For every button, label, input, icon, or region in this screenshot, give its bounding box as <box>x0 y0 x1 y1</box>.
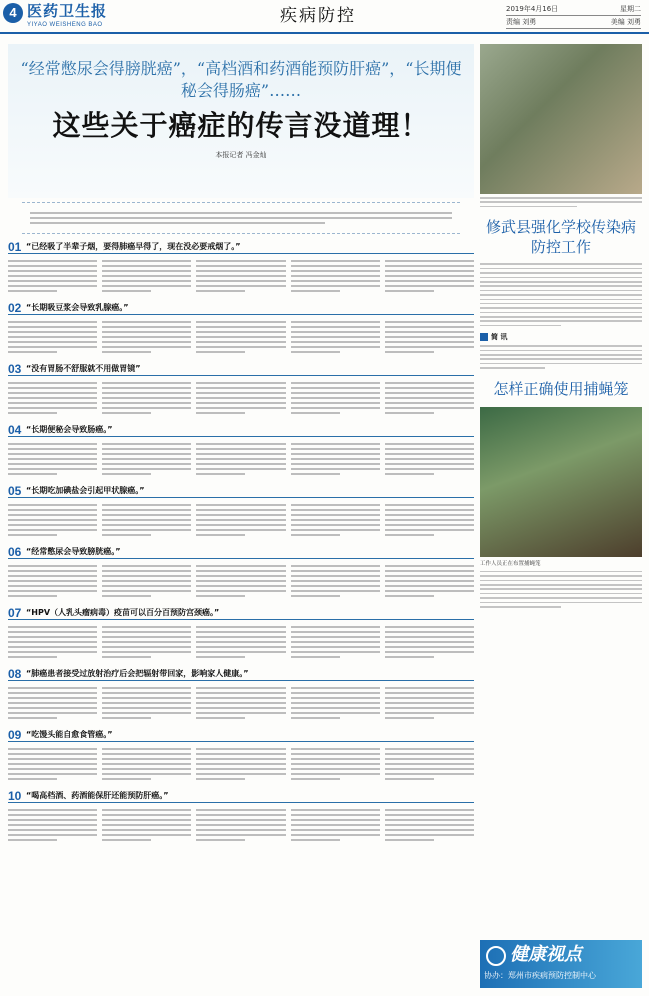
logo-mark-icon <box>486 946 506 966</box>
brief-icon <box>480 333 488 341</box>
lead-section <box>8 606 474 661</box>
section-number: 03 <box>8 361 22 376</box>
section-number: 09 <box>8 727 22 742</box>
section-body <box>8 684 474 722</box>
photo-community <box>480 44 642 194</box>
logo-sub-text: 协办：郑州市疾病预防控制中心 <box>484 971 596 980</box>
lead-section <box>8 301 474 356</box>
section-number: 10 <box>8 788 22 803</box>
section-body <box>8 257 474 295</box>
section-body <box>8 806 474 844</box>
section-heading <box>8 606 474 620</box>
section-body <box>8 501 474 539</box>
section-number: 07 <box>8 605 22 620</box>
section-heading <box>8 362 474 376</box>
section-title: 疾病防控 <box>280 6 356 26</box>
section-body <box>8 562 474 600</box>
lead-section <box>8 423 474 478</box>
weekday: 星期二 <box>620 5 641 13</box>
section-title-text: “肺癌患者接受过放射治疗后会把辐射带回家，影响家人健康。” <box>26 668 249 678</box>
dateline <box>506 3 641 29</box>
lead-headline: 这些关于癌症的传言没道理！ <box>52 109 430 142</box>
editor: 责编 刘勇 <box>506 18 537 26</box>
section-number: 04 <box>8 422 22 437</box>
lead-section <box>8 362 474 417</box>
section-number: 08 <box>8 666 22 681</box>
section-body <box>8 440 474 478</box>
designer: 美编 刘勇 <box>610 18 641 26</box>
lead-byline: 本报记者 冯金灿 <box>215 151 267 159</box>
article-flytrap <box>480 571 642 608</box>
brief-header <box>480 332 642 342</box>
section-title-text: “HPV（人乳头瘤病毒）疫苗可以百分百预防宫颈癌。” <box>26 607 220 617</box>
right-column <box>480 44 642 610</box>
lead-summary <box>22 202 460 234</box>
section-title-text: “经常憋尿会导致膀胱癌。” <box>26 546 121 556</box>
brief-body <box>480 345 642 369</box>
section-title-text: “长期便秘会导致肠癌。” <box>26 424 113 434</box>
section-heading <box>8 484 474 498</box>
section-heading <box>8 301 474 315</box>
lead-section <box>8 240 474 295</box>
lead-section <box>8 545 474 600</box>
photo-caption-2: 工作人员正在布置捕蝇笼 <box>480 560 541 567</box>
photo-caption-1 <box>480 197 642 207</box>
section-heading <box>8 789 474 803</box>
section-title-text: “长期吸豆浆会导致乳腺癌。” <box>26 302 129 312</box>
section-title-text: “已经吸了半辈子烟，要得肺癌早得了，现在没必要戒烟了。” <box>26 241 241 251</box>
section-title-text: “喝高档酒、药酒能保肝还能预防肝癌。” <box>26 790 169 800</box>
article-xiuwu <box>480 263 642 326</box>
brief-title: 简 讯 <box>491 333 508 342</box>
lead-section <box>8 667 474 722</box>
page-header <box>0 0 649 34</box>
photo-flytrap <box>480 407 642 557</box>
section-heading <box>8 240 474 254</box>
headline-flytrap: 怎样正确使用捕蝇笼 <box>493 379 629 398</box>
section-body <box>8 318 474 356</box>
section-body <box>8 623 474 661</box>
section-title-text: “没有胃肠不舒服就不用做胃镜” <box>26 363 141 373</box>
section-body <box>8 379 474 417</box>
section-heading <box>8 667 474 681</box>
section-number: 05 <box>8 483 22 498</box>
section-heading <box>8 423 474 437</box>
section-heading <box>8 728 474 742</box>
lead-headline-block <box>8 44 474 198</box>
lead-article <box>8 44 474 984</box>
section-body <box>8 745 474 783</box>
masthead-en: YIYAO WEISHENG BAO <box>27 22 103 28</box>
lead-section <box>8 728 474 783</box>
page-number: 4 <box>3 3 23 23</box>
date: 2019年4月16日 <box>506 5 559 13</box>
lead-sections <box>8 240 474 844</box>
section-number: 01 <box>8 239 22 254</box>
headline-xiuwu: 修武县强化学校传染病防控工作 <box>485 218 636 257</box>
lead-section <box>8 789 474 844</box>
section-title-text: “吃馒头能自愈食管癌。” <box>26 729 113 739</box>
lead-kicker: “经常憋尿会得膀胱癌”，“高档酒和药酒能预防肝癌”，“长期便秘会得肠癌”…… <box>20 59 462 100</box>
section-number: 06 <box>8 544 22 559</box>
section-heading <box>8 545 474 559</box>
masthead: 医药卫生报 <box>27 2 108 20</box>
health-viewpoint-logo <box>480 940 642 988</box>
section-title-text: “长期吃加碘盐会引起甲状腺癌。” <box>26 485 145 495</box>
section-number: 02 <box>8 300 22 315</box>
lead-section <box>8 484 474 539</box>
logo-main-text: 健康视点 <box>510 944 582 965</box>
